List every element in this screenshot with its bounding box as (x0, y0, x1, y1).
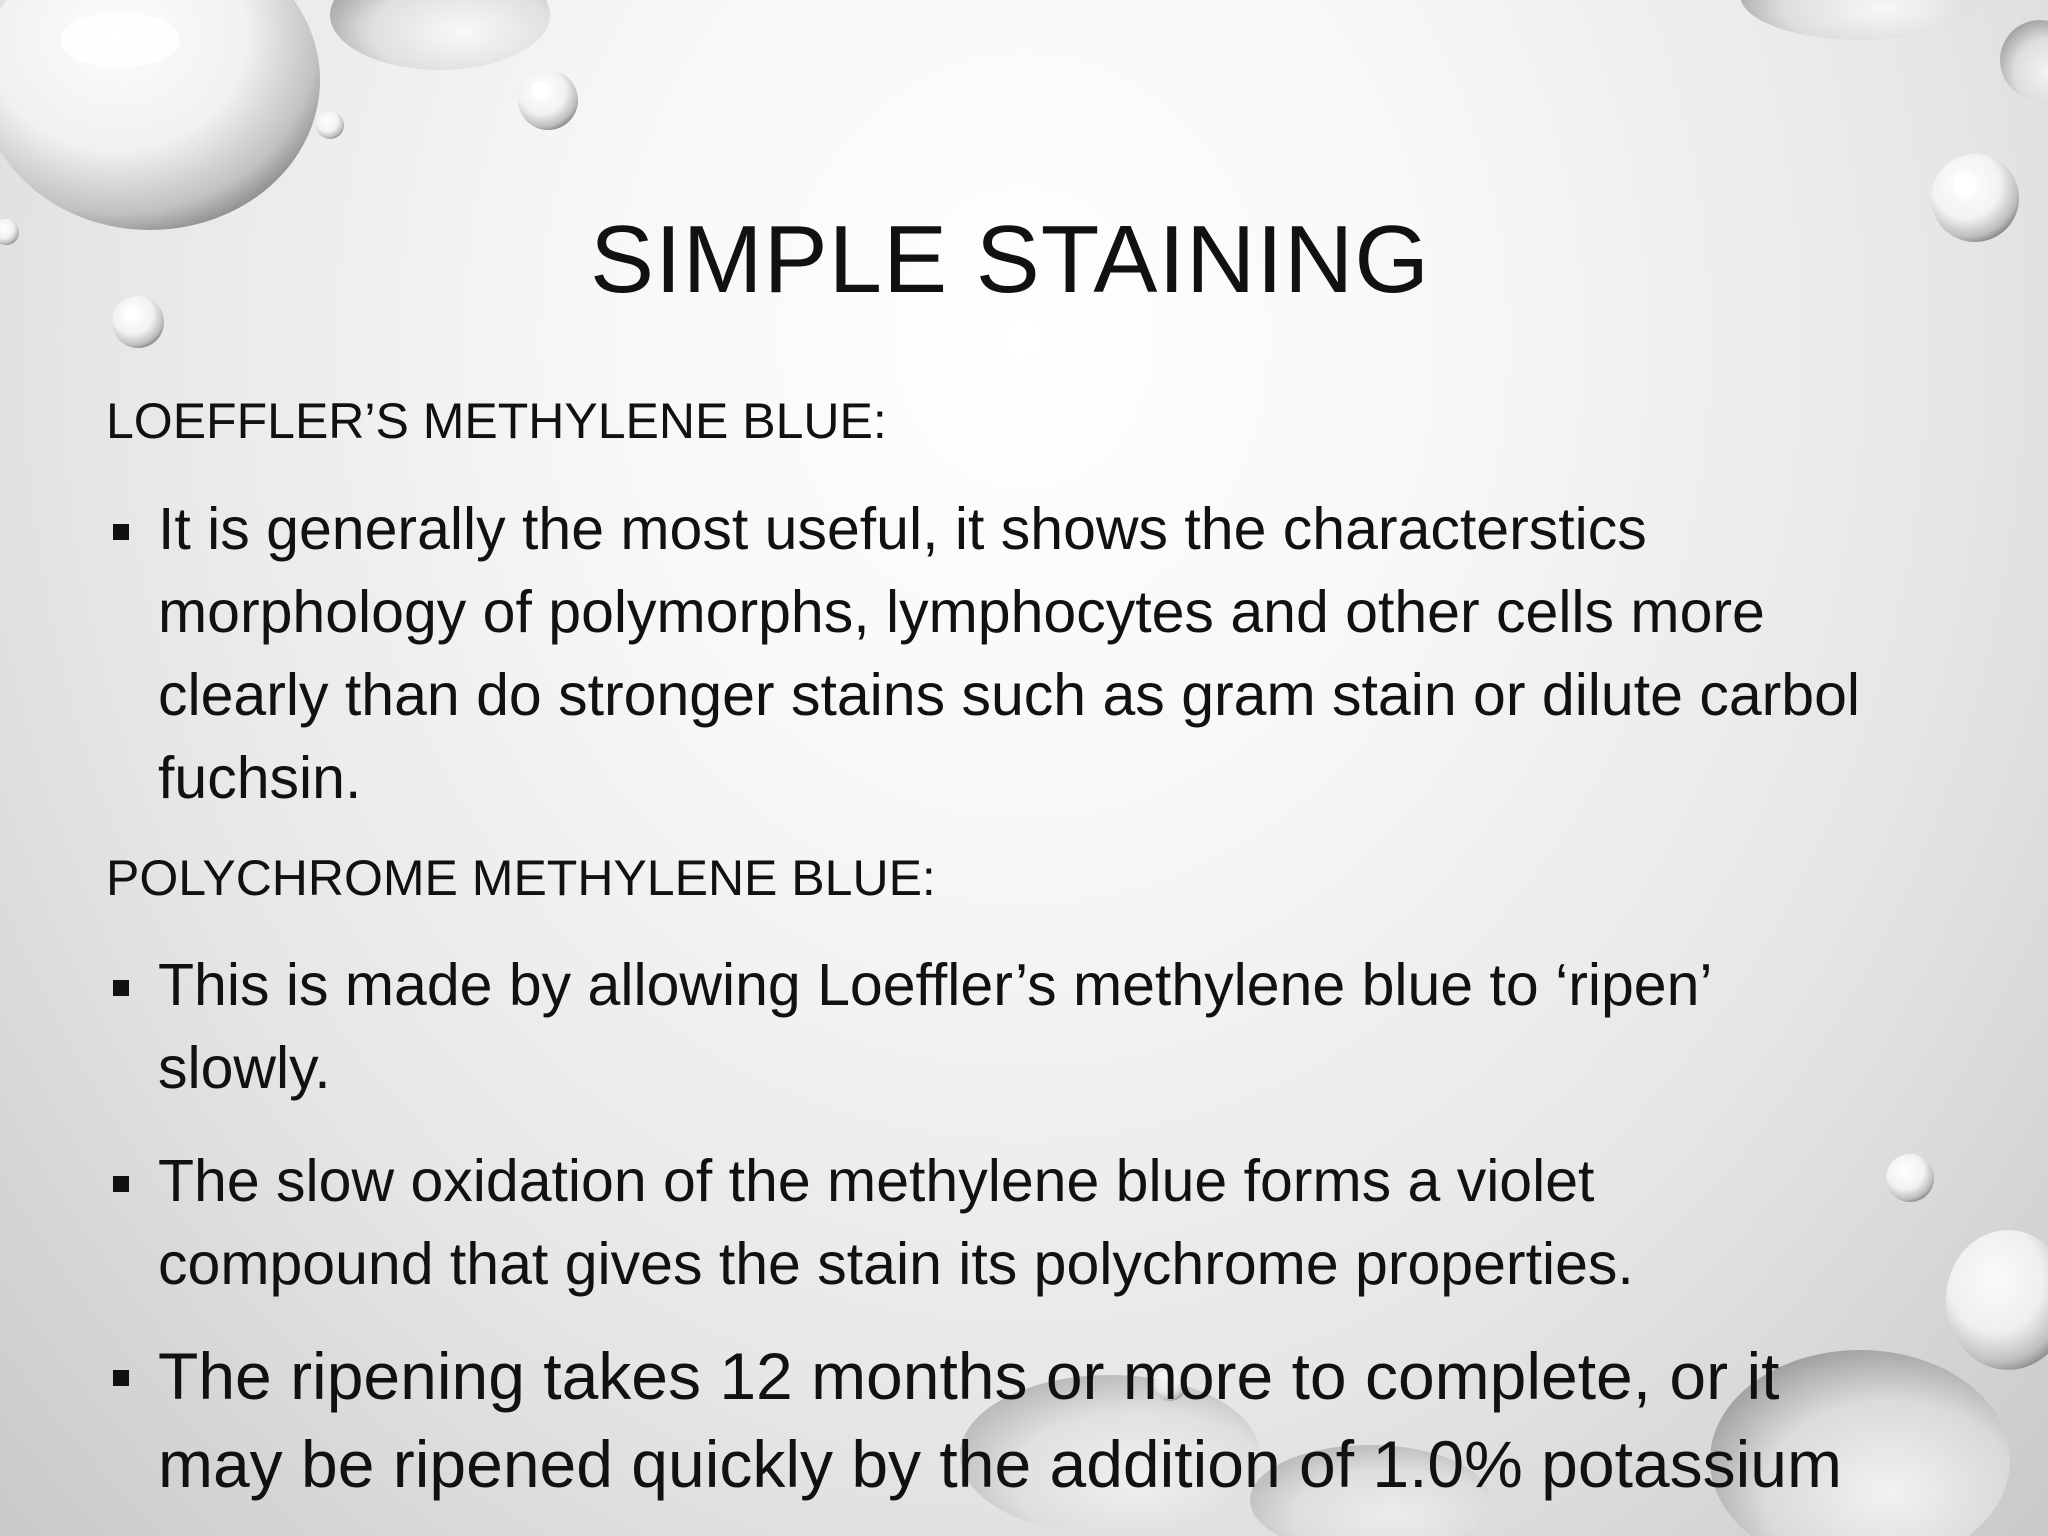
bullet-item (106, 1140, 1996, 1306)
square-bullet-icon (113, 1176, 129, 1192)
section-heading-loeffler: LOEFFLER’S METHYLENE BLUE: (106, 393, 887, 449)
square-bullet-icon (113, 1370, 129, 1386)
slide-title: SIMPLE STAINING (589, 206, 1431, 313)
bullet-text: The ripening takes 12 months or more to complete, or it may be ripened quickly by the addition of 1.0% potassium (158, 1339, 1842, 1501)
bullet-item (106, 944, 1996, 1110)
square-bullet-icon (113, 980, 129, 996)
bullet-text: The slow oxidation of the methylene blue forms a violet compound that gives the stain its polychrome properties. (158, 1148, 1634, 1297)
square-bullet-icon (113, 524, 129, 540)
bullet-text: It is generally the most useful, it shows the characterstics morphology of polymorphs, lymphocytes and other cells more clearly than do stronger stains such as gram stain or dilute carbol fuchsin. (158, 496, 1861, 811)
section-heading-polychrome: POLYCHROME METHYLENE BLUE: (106, 850, 936, 906)
bullet-item (106, 488, 1996, 820)
bullet-text: This is made by allowing Loeffler’s methylene blue to ‘ripen’ slowly. (158, 952, 1713, 1101)
bullet-item (106, 1332, 1996, 1508)
